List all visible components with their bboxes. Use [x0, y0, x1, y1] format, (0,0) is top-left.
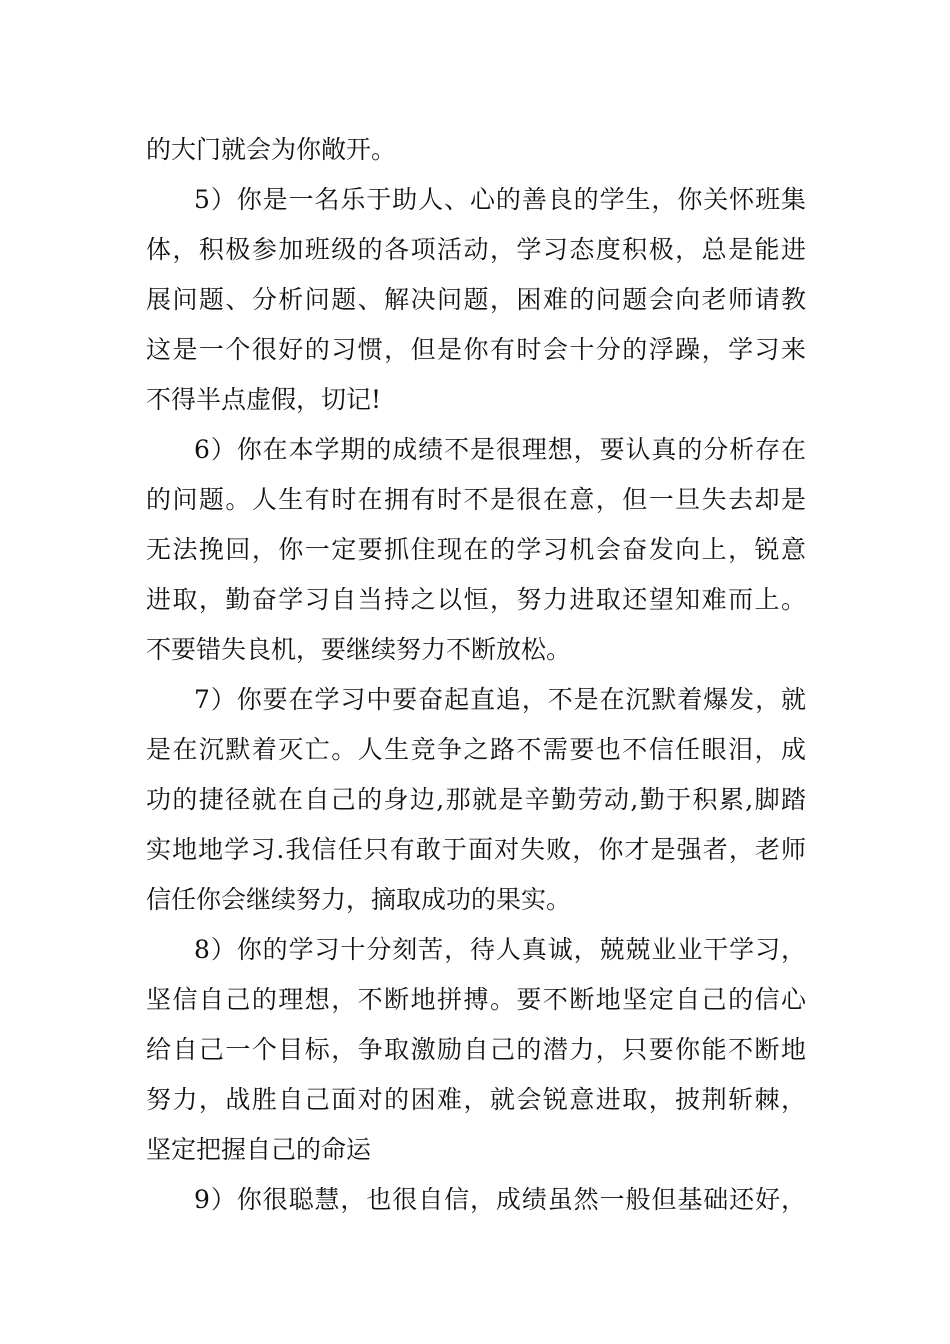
paragraph-6-line: 6）你在本学期的成绩不是很理想，要认真的分析存在 [194, 435, 806, 464]
paragraph-9-line: 9）你很聪慧，也很自信，成绩虽然一般但基础还好， [194, 1185, 806, 1214]
paragraph-5-line: 5）你是一名乐于助人、心的善良的学生，你关怀班集 [194, 185, 806, 214]
paragraph-6-line: 进取，勤奋学习自当持之以恒，努力进取还望知难而上。 [146, 585, 806, 614]
paragraph-6-line: 的问题。人生有时在拥有时不是很在意，但一旦失去却是 [146, 485, 806, 514]
paragraph-8-line: 给自己一个目标，争取激励自己的潜力，只要你能不断地 [146, 1035, 806, 1064]
paragraph-5-line: 展问题、分析问题、解决问题，困难的问题会向老师请教 [146, 285, 806, 314]
paragraph-8-line: 8）你的学习十分刻苦，待人真诚，兢兢业业干学习， [194, 935, 806, 964]
paragraph-5-line: 不得半点虚假，切记! [146, 385, 382, 414]
text-line: 的大门就会为你敞开。 [146, 135, 397, 164]
paragraph-7-line: 7）你要在学习中要奋起直追，不是在沉默着爆发，就 [194, 685, 806, 714]
paragraph-5-line: 这是一个很好的习惯，但是你有时会十分的浮躁，学习来 [146, 335, 806, 364]
paragraph-8-line: 坚定把握自己的命运 [146, 1135, 372, 1164]
paragraph-8-line: 努力，战胜自己面对的困难，就会锐意进取，披荆斩棘， [146, 1085, 806, 1114]
paragraph-8-line: 坚信自己的理想，不断地拼搏。要不断地坚定自己的信心 [146, 985, 806, 1014]
paragraph-6-line: 无法挽回，你一定要抓住现在的学习机会奋发向上，锐意 [146, 535, 806, 564]
paragraph-6-line: 不要错失良机，要继续努力不断放松。 [146, 635, 572, 664]
paragraph-7-line: 信任你会继续努力，摘取成功的果实。 [146, 885, 572, 914]
paragraph-7-line: 是在沉默着灭亡。人生竞争之路不需要也不信任眼泪，成 [146, 735, 806, 764]
paragraph-7-line: 功的捷径就在自己的身边,那就是辛勤劳动,勤于积累,脚踏 [146, 785, 806, 814]
paragraph-7-line: 实地地学习.我信任只有敢于面对失败，你才是强者，老师 [146, 835, 806, 864]
paragraph-5-line: 体，积极参加班级的各项活动，学习态度积极，总是能进 [146, 235, 806, 264]
